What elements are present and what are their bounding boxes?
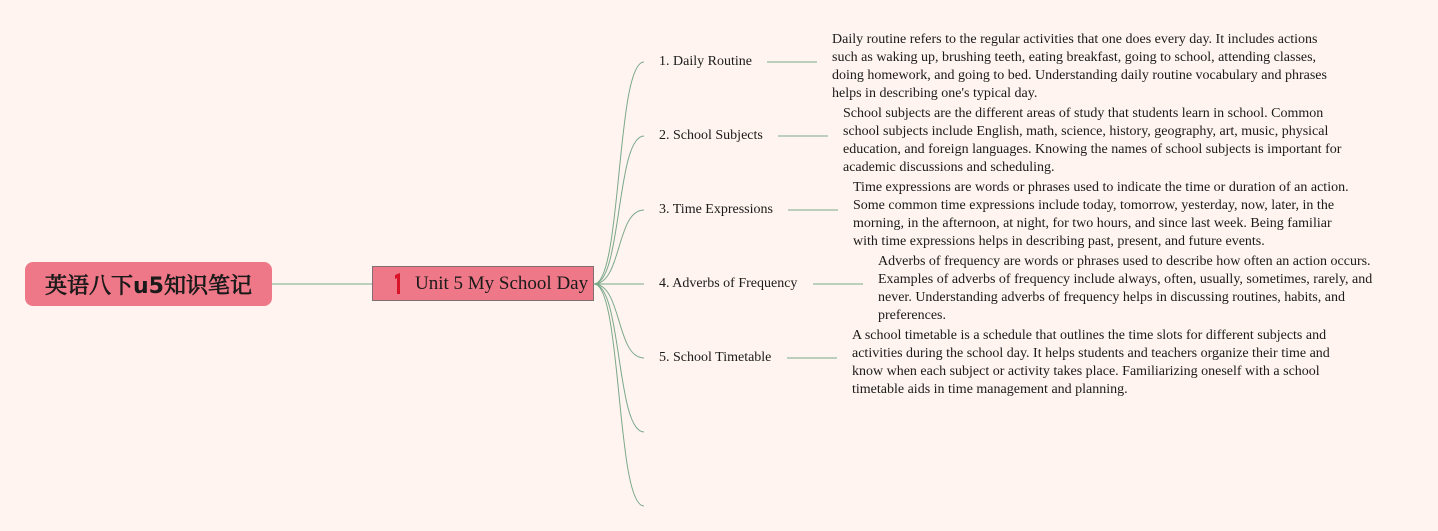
branch-label[interactable]: 5. School Timetable <box>659 350 772 365</box>
red-flag-number-1-icon <box>393 272 403 296</box>
branch-description: School subjects are the different areas of study that students learn in school. Common school subjects include English, math, science, history, geography, art, music, physical education, and foreign languages. Knowing the names of school subjects is important for academic discussions and scheduling. <box>843 106 1342 175</box>
branch-connector <box>594 284 644 432</box>
branch-description: Daily routine refers to the regular activities that one does every day. It includes actions such as waking up, brushing teeth, eating breakfast, going to school, attending classes, doing homework, and going to bed. Understanding daily routine vocabulary and phrases helps in describing one's typical day. <box>832 32 1327 101</box>
root-title: 英语八下u5知识笔记 <box>45 273 252 299</box>
branch-connector <box>594 136 644 284</box>
unit-node[interactable] <box>372 266 594 301</box>
branch-label[interactable]: 4. Adverbs of Frequency <box>659 276 798 291</box>
unit-title: Unit 5 My School Day <box>415 272 589 294</box>
branch-connector <box>594 62 644 284</box>
branch-label[interactable]: 3. Time Expressions <box>659 202 773 217</box>
branch-connector <box>594 284 644 506</box>
root-node[interactable] <box>25 262 272 306</box>
branch-description: A school timetable is a schedule that outlines the time slots for different subjects and activities during the school day. It helps students and teachers organize their time and know when each subject or activity takes place. Familiarizing oneself with a school timetable aids in time management and planning. <box>852 328 1330 397</box>
branch-connector <box>594 284 644 358</box>
branch-label[interactable]: 2. School Subjects <box>659 128 763 143</box>
branch-connector <box>594 210 644 284</box>
branch-description: Time expressions are words or phrases used to indicate the time or duration of an action. Some common time expressions include today, tomorrow, yesterday, now, later, in the morning, in the afternoon, at night, for two hours, and since last week. Being familiar with time expressions helps in describing past, present, and future events. <box>853 180 1349 249</box>
branch-label[interactable]: 1. Daily Routine <box>659 54 752 69</box>
branch-description: Adverbs of frequency are words or phrases used to describe how often an action occurs. Examples of adverbs of frequency include always, often, usually, sometimes, rarely, and never. Understanding adverbs of frequency helps in discussing routines, habits, and preferences. <box>878 254 1373 323</box>
